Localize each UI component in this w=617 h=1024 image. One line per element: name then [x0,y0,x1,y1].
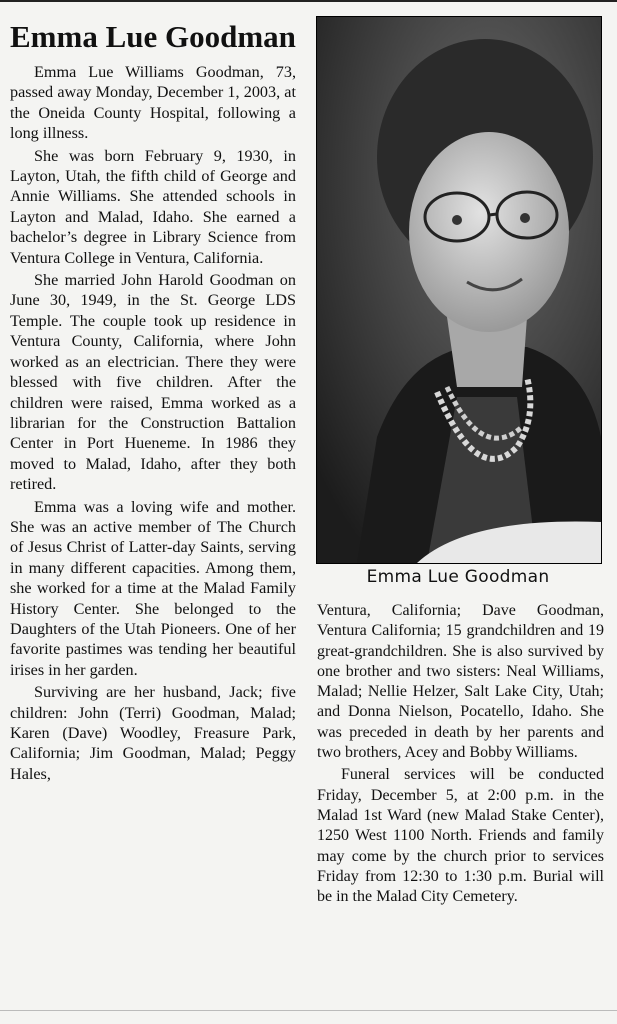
portrait-photo [316,16,602,564]
photo-caption: Emma Lue Goodman [366,567,550,587]
paragraph-survivors-continued: Ventura, California; Dave Goodman, Ventura California; 15 grandchildren and 19 great-grandchildren. She is also survived by one brother and two sisters: Neal Williams, Malad; Nellie Helzer, Salt Lake City, Utah; and Donna Nielson, Pocatello, Idaho. She was preceded in death by her parents and two brothers, Acey and Bobby Williams. [317,602,604,762]
paragraph-survivors: Surviving are her husband, Jack; five children: John (Terri) Goodman, Malad; Karen (Dave) Woodley, Freasure Park, California; Jim Goodman, Malad; Peggy Hales, [10,683,296,783]
portrait-illustration [317,17,601,563]
left-column [10,18,296,786]
paragraph-church: Emma was a loving wife and mother. She was an active member of The Church of Jesus Christ of Latter-day Saints, serving in many different capacities. Among them, she worked for a time at the Malad Family History Center. She belonged to the Daughters of the Utah Pioneers. One of her favorite pastimes was tending her beautiful irises in her garden. [10,497,296,679]
paragraph-birth: She was born February 9, 1930, in Layton, Utah, the fifth child of George and Annie Williams. She attended schools in Layton and Malad, Idaho. She earned a bachelor’s degree in Library Science from Ventura College in Ventura, California. [10,146,296,267]
paragraph-intro: Emma Lue Williams Goodman, 73, passed away Monday, December 1, 2003, at the Oneida County Hospital, following a long illness. [10,63,296,143]
paragraph-funeral: Funeral services will be conducted Friday, December 5, at 2:00 p.m. in the Malad 1st Ward (new Malad Stake Center), 1250 West 1100 North. Friends and family may come by the church prior to services Friday from 12:30 to 1:30 p.m. Burial will be in the Malad City Cemetery. [317,766,604,906]
top-rule [0,0,617,2]
bottom-rule [0,1010,617,1011]
paragraph-marriage: She married John Harold Goodman on June 30, 1949, in the St. George LDS Temple. The couple took up residence in Ventura County, California, where John worked as an electrician. There they were blessed with five children. After the children were raised, Emma worked as a librarian for the Construction Battalion Center in Port Hueneme. In 1986 they moved to Malad, Idaho, after they both retired. [10,271,296,494]
obituary-headline: Emma Lue Goodman [10,19,296,54]
right-column [317,601,604,909]
